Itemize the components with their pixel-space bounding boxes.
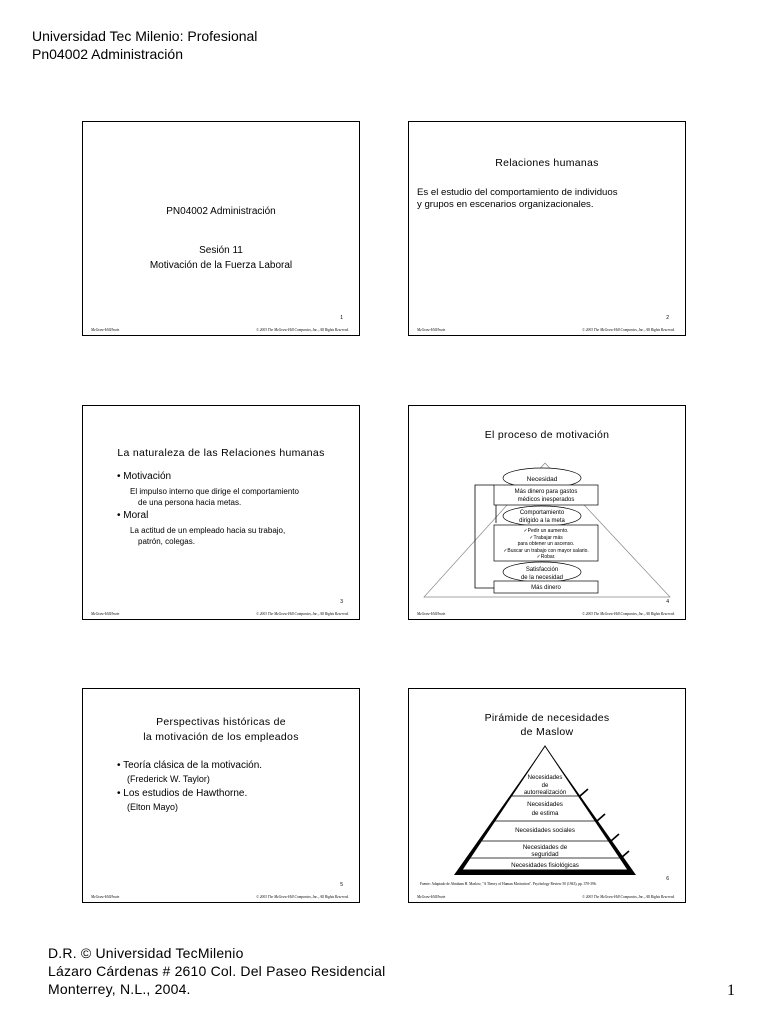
- pyramid-tick: [597, 814, 605, 821]
- header-institution: Universidad Tec Milenio: Profesional: [32, 28, 258, 44]
- need-box-line: Más dinero para gastos: [514, 489, 578, 495]
- level-esteem: Necesidades: [527, 801, 563, 808]
- slide-5: [82, 688, 360, 903]
- slide-2-body-line: y grupos en escenarios organizacionales.: [417, 199, 594, 210]
- document-footer: [48, 944, 385, 998]
- slide-copyright: © 2003 The McGraw-Hill Companies, Inc., All Rights Reserved.: [582, 612, 675, 616]
- detail-line: La actitud de un empleado hacia su trabajo,: [130, 526, 286, 535]
- slide-3: [82, 405, 360, 620]
- slide-publisher: McGraw-Hill/Irwin: [417, 895, 446, 899]
- level-self-actualization: Necesidades: [527, 775, 563, 781]
- slide-copyright: © 2003 The McGraw-Hill Companies, Inc., All Rights Reserved.: [256, 895, 349, 899]
- slide-5-number: 5: [340, 882, 343, 888]
- slide-2-title: Relaciones humanas: [495, 157, 599, 169]
- slide-copyright: © 2003 The McGraw-Hill Companies, Inc., All Rights Reserved.: [256, 612, 349, 616]
- slide-publisher: McGraw-Hill/Irwin: [91, 895, 120, 899]
- document-header: [32, 27, 257, 63]
- behavior-label: Comportamiento: [519, 510, 565, 516]
- slide-2-body: [417, 187, 618, 211]
- bullet-text: Moral: [123, 510, 149, 521]
- level-social: Necesidades sociales: [515, 827, 575, 834]
- result-label: Más dinero: [531, 585, 561, 591]
- slide-4: [408, 405, 686, 620]
- behavior-option: ✓Pedir un aumento.: [523, 528, 569, 534]
- slide-6-title: de Maslow: [520, 726, 574, 738]
- footer-address: Lázaro Cárdenas # 2610 Col. Del Paseo Residencial: [48, 963, 386, 979]
- pyramid-source: Fuente: Adaptado de Abraham H. Maslow, "A Theory of Human Motivation". Psychology Review 50 (1943), pp. 370-396.: [420, 882, 597, 886]
- feedback-loop-line: [475, 485, 494, 588]
- level-safety: seguridad: [531, 851, 559, 858]
- satisfaction-label: de la necesidad: [520, 575, 564, 581]
- slide-2: [408, 121, 686, 336]
- slide-1-course: PN04002 Administración: [166, 206, 276, 217]
- bullet-text: Teoría clásica de la motivación.: [123, 760, 263, 771]
- slide-publisher: McGraw-Hill/Irwin: [91, 328, 120, 332]
- motivation-process-diagram: [408, 405, 686, 620]
- slide-1: [82, 121, 360, 336]
- behavior-option: ✓Trabajar más: [529, 535, 563, 541]
- slide-5-bullet-1: • Teoría clásica de la motivación.: [117, 760, 263, 771]
- slide-4-title: El proceso de motivación: [484, 429, 610, 441]
- need-label: Necesidad: [526, 476, 558, 483]
- header-course: Pn04002 Administración: [32, 46, 183, 62]
- slide-4-number: 4: [666, 599, 669, 605]
- maslow-pyramid: [408, 688, 686, 903]
- slide-3-bullet-1-detail: [130, 486, 299, 508]
- detail-line: El impulso interno que dirige el comportamiento: [130, 487, 299, 496]
- slide-3-footer: [91, 612, 349, 616]
- slide-1-session: Sesión 11: [199, 245, 243, 256]
- need-box-line: médicos inesperados: [517, 497, 575, 503]
- slide-5-title: Perspectivas históricas de: [156, 716, 286, 728]
- slide-5-bullet-1-detail: (Frederick W. Taylor): [127, 774, 210, 784]
- slide-5-bullet-2-detail: (Elton Mayo): [127, 802, 179, 812]
- slide-1-topic: Motivación de la Fuerza Laboral: [149, 260, 293, 271]
- bullet-text: Los estudios de Hawthorne.: [123, 788, 248, 799]
- satisfaction-label: Satisfacción: [525, 567, 559, 573]
- slide-publisher: McGraw-Hill/Irwin: [417, 328, 446, 332]
- slide-1-footer: [91, 328, 349, 332]
- slide-2-number: 2: [666, 315, 669, 321]
- slide-5-footer: [91, 895, 349, 899]
- slide-3-title: La naturaleza de las Relaciones humanas: [117, 447, 325, 459]
- slide-4-footer: [417, 612, 675, 616]
- slide-copyright: © 2003 The McGraw-Hill Companies, Inc., All Rights Reserved.: [582, 895, 675, 899]
- slide-3-bullet-2-detail: [130, 525, 285, 547]
- pyramid-tick: [611, 834, 619, 841]
- behavior-label: dirigido a la meta: [519, 518, 565, 524]
- bullet-text: Motivación: [123, 471, 172, 482]
- behavior-option: ✓Robar.: [536, 554, 556, 560]
- page-number: 1: [727, 982, 735, 999]
- footer-city-year: Monterrey, N.L., 2004.: [48, 981, 191, 997]
- level-self-actualization: de: [541, 783, 549, 789]
- detail-line: patrón, colegas.: [138, 537, 195, 546]
- slide-3-bullet-2: • Moral: [117, 510, 149, 521]
- slide-6: [408, 688, 686, 903]
- slide-publisher: McGraw-Hill/Irwin: [417, 612, 446, 616]
- level-physiological: Necesidades fisiológicas: [511, 862, 579, 869]
- slide-6-title: Pirámide de necesidades: [484, 712, 610, 724]
- slide-3-number: 3: [340, 599, 343, 605]
- slide-6-footer: [417, 895, 675, 899]
- slide-2-body-line: Es el estudio del comportamiento de individuos: [417, 187, 618, 198]
- slide-5-bullet-2: • Los estudios de Hawthorne.: [117, 788, 248, 799]
- slide-copyright: © 2003 The McGraw-Hill Companies, Inc., All Rights Reserved.: [582, 328, 675, 332]
- level-esteem: de estima: [531, 810, 559, 817]
- slide-3-bullet-1: • Motivación: [117, 471, 172, 482]
- footer-copyright: D.R. © Universidad TecMilenio: [48, 945, 244, 961]
- slide-6-number: 6: [666, 876, 669, 882]
- slide-1-number: 1: [340, 315, 343, 321]
- slide-5-title: la motivación de los empleados: [143, 731, 299, 743]
- level-self-actualization: autorrealización: [523, 790, 567, 796]
- slide-copyright: © 2003 The McGraw-Hill Companies, Inc., All Rights Reserved.: [256, 328, 349, 332]
- pyramid-tick: [580, 789, 588, 796]
- level-safety: Necesidades de: [522, 844, 568, 851]
- slide-publisher: McGraw-Hill/Irwin: [91, 612, 120, 616]
- detail-line: de una persona hacia metas.: [138, 498, 242, 507]
- slide-2-footer: [417, 328, 675, 332]
- pyramid-tick: [621, 851, 629, 858]
- behavior-option: ✓Buscar un trabajo con mayor salario.: [503, 548, 589, 554]
- behavior-option: para obtener un ascenso.: [517, 541, 575, 547]
